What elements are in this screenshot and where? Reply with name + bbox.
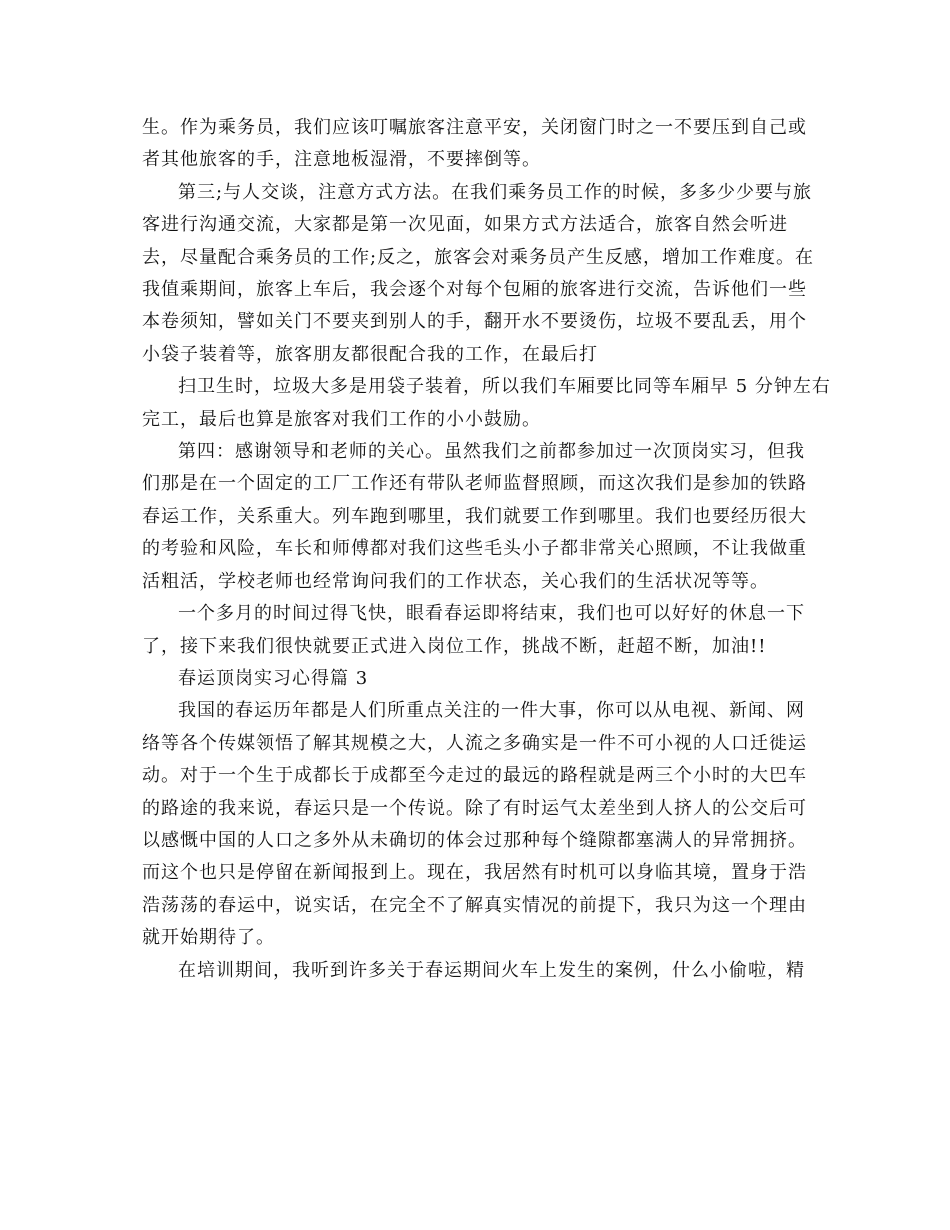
text-line: 们那是在一个固定的工厂工作还有带队老师监督照顾，而这次我们是参加的铁路 xyxy=(142,473,807,495)
text-line: 动。对于一个生于成都长于成都至今走过的最远的路程就是两三个小时的大巴车 xyxy=(142,765,807,787)
text-line: 浩荡荡的春运中，说实话，在完全不了解真实情况的前提下，我只为这一个理由 xyxy=(142,894,807,916)
paragraph-start-line: 我国的春运历年都是人们所重点关注的一件大事，你可以从电视、新闻、网 xyxy=(178,700,805,722)
paragraph-start-line: 在培训期间，我听到许多关于春运期间火车上发生的案例，什么小偷啦，精 xyxy=(178,959,805,981)
text-line: 本卷须知，譬如关门不要夹到别人的手，翻开水不要烫伤，垃圾不要乱丢，用个 xyxy=(142,311,807,333)
text-line: 以感慨中国的人口之多外从未确切的体会过那种每个缝隙都塞满人的异常拥挤。 xyxy=(142,829,807,851)
paragraph-start-line: 第三;与人交谈，注意方式方法。在我们乘务员工作的时候，多多少少要与旅 xyxy=(178,181,813,203)
text-line: 客进行沟通交流，大家都是第一次见面，如果方式方法适合，旅客自然会听进 xyxy=(142,214,788,236)
text-line: 完工，最后也算是旅客对我们工作的小小鼓励。 xyxy=(142,408,541,430)
text-line: 去，尽量配合乘务员的工作;反之，旅客会对乘务员产生反感，增加工作难度。在 xyxy=(142,246,815,268)
text-line: 络等各个传媒领悟了解其规模之大，人流之多确实是一件不可小视的人口迁徙运 xyxy=(142,732,807,754)
text-line: 而这个也只是停留在新闻报到上。现在，我居然有时机可以身临其境，置身于浩 xyxy=(142,862,807,884)
document-body xyxy=(142,112,831,987)
text-line: 我值乘期间，旅客上车后，我会逐个对每个包厢的旅客进行交流，告诉他们一些 xyxy=(142,279,807,301)
paragraph-start-line: 一个多月的时间过得飞快，眼看春运即将结束，我们也可以好好的休息一下 xyxy=(178,603,805,625)
text-line: 者其他旅客的手，注意地板湿滑，不要摔倒等。 xyxy=(142,149,541,171)
text-line: 生。作为乘务员，我们应该叮嘱旅客注意平安，关闭窗门时之一不要压到自己或 xyxy=(142,117,807,138)
text-line: 春运工作，关系重大。列车跑到哪里，我们就要工作到哪里。我们也要经历很大 xyxy=(142,505,807,527)
text-line: 的考验和风险，车长和师傅都对我们这些毛头小子都非常关心照顾，不让我做重 xyxy=(142,538,807,560)
text-line: 了，接下来我们很快就要正式进入岗位工作，挑战不断，赶超不断，加油!! xyxy=(142,635,767,657)
text-line: 就开始期待了。 xyxy=(142,927,275,949)
paragraph-start-line: 扫卫生时，垃圾大多是用袋子装着，所以我们车厢要比同等车厢早 5 分钟左右 xyxy=(178,376,831,398)
text-line: 活粗活，学校老师也经常询问我们的工作状态，关心我们的生活状况等等。 xyxy=(142,570,769,592)
text-line: 的路途的我来说，春运只是一个传说。除了有时运气太差坐到人挤人的公交后可 xyxy=(142,797,807,819)
section-heading: 春运顶岗实习心得篇 3 xyxy=(178,667,369,689)
text-line: 小袋子装着等，旅客朋友都很配合我的工作，在最后打 xyxy=(142,343,598,365)
paragraph-start-line: 第四：感谢领导和老师的关心。虽然我们之前都参加过一次顶岗实习，但我 xyxy=(178,441,805,463)
